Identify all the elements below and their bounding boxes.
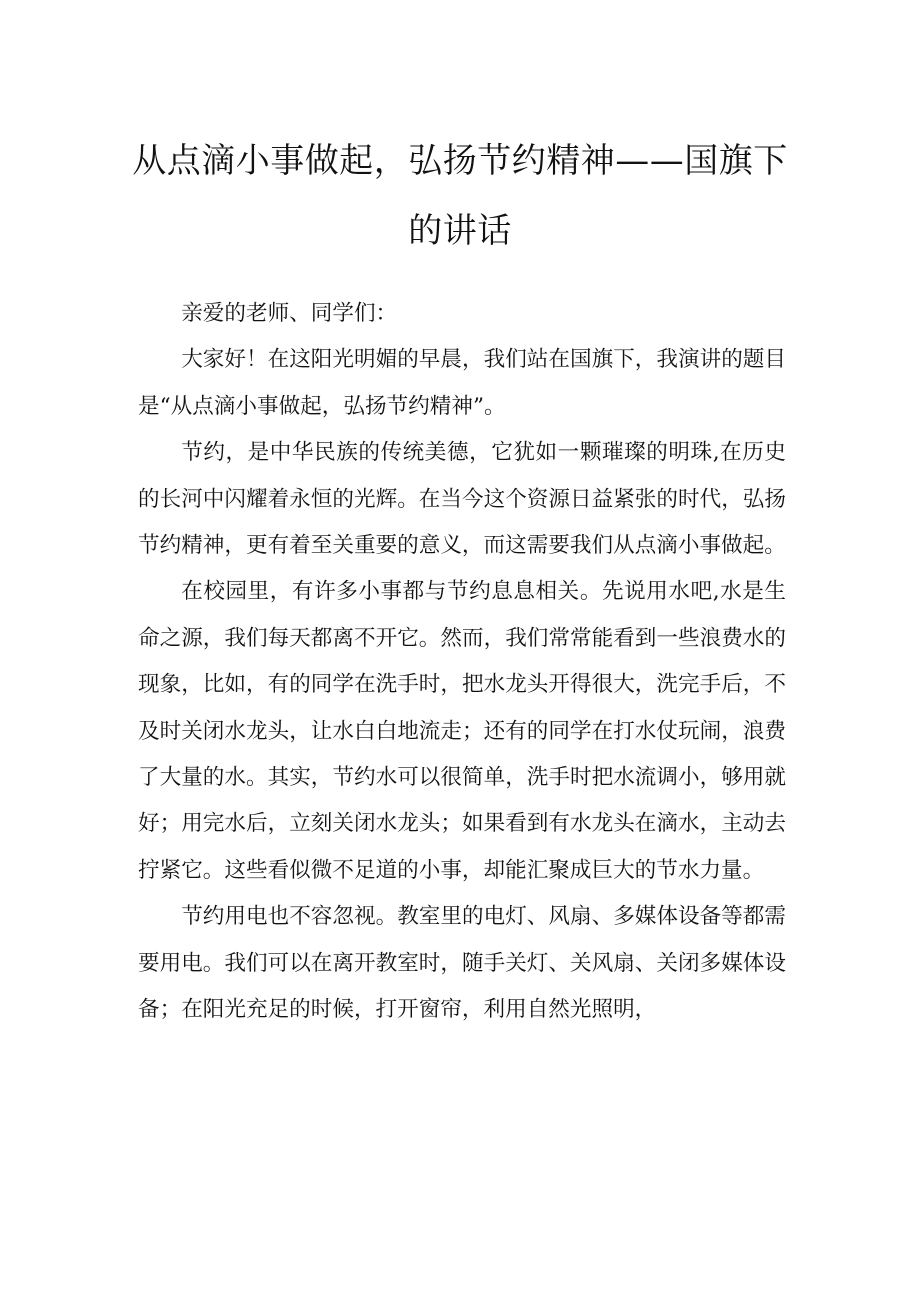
body-paragraph: 节约，是中华民族的传统美德，它犹如一颗璀璨的明珠,在历史的长河中闪耀着永恒的光辉。在当今这个资源日益紧张的时代，弘扬节约精神，更有着至关重要的意义，而这需要我们从点滴小事做起。 bbox=[138, 440, 786, 559]
body-paragraph: 节约用电也不容忽视。教室里的电灯、风扇、多媒体设备等都需要用电。我们可以在离开教室时，随手关灯、关风扇、关闭多媒体设备；在阳光充足的时候，打开窗帘，利用自然光照明， bbox=[138, 904, 786, 1023]
body-paragraph: 在校园里，有许多小事都与节约息息相关。先说用水吧,水是生命之源，我们每天都离不开它。然而，我们常常能看到一些浪费水的现象，比如，有的同学在洗手时，把水龙头开得很大，洗完手后，不及时关闭水龙头，让水白白地流走；还有的同学在打水仗玩闹，浪费了大量的水。其实，节约水可以很简单，洗手时把水流调小，够用就好；用完水后，立刻关闭水龙头；如果看到有水龙头在滴水，主动去拧紧它。这些看似微不足道的小事，却能汇聚成巨大的节水力量。 bbox=[138, 579, 786, 883]
document-title: 从点滴小事做起，弘扬节约精神——国旗下的讲话 bbox=[132, 141, 788, 251]
greeting-paragraph: 亲爱的老师、同学们： bbox=[181, 301, 398, 326]
body-paragraph: 大家好！在这阳光明媚的早晨，我们站在国旗下，我演讲的题目是“从点滴小事做起，弘扬节约精神”。 bbox=[138, 347, 786, 419]
document-body bbox=[138, 291, 786, 1034]
